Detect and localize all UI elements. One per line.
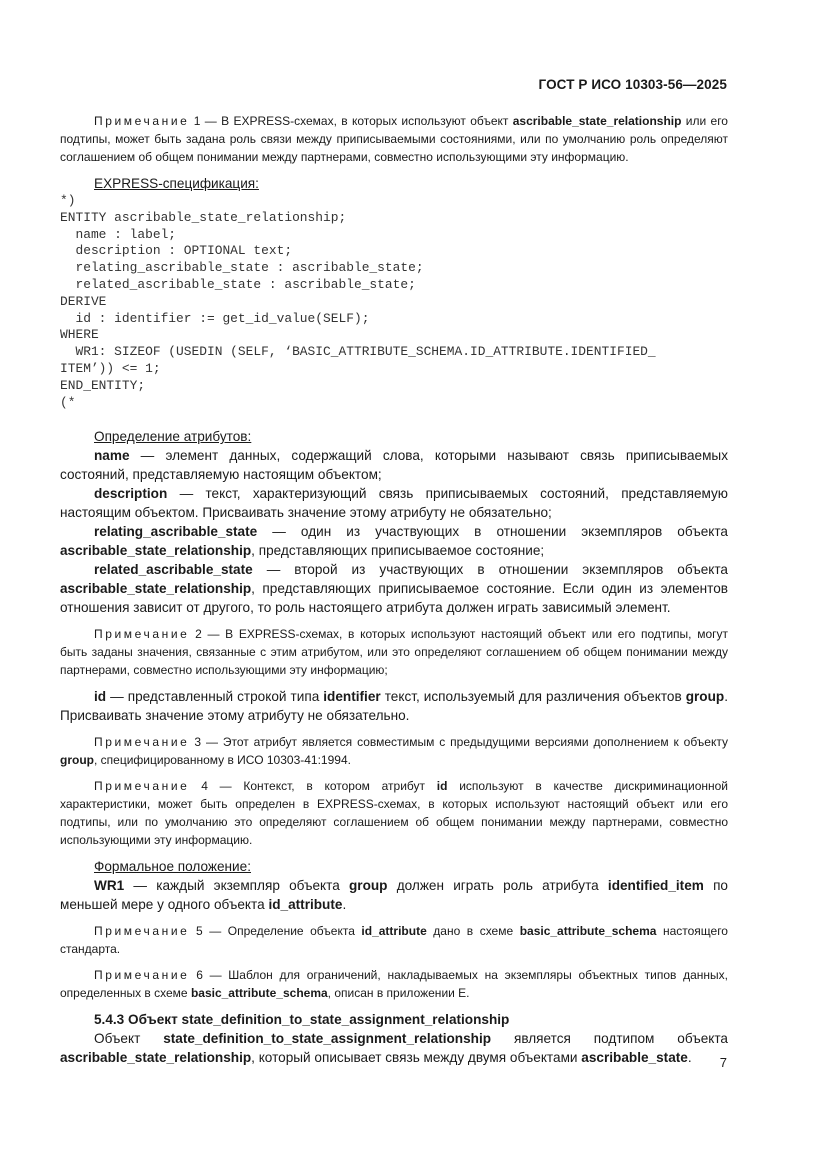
section-body: Объект state_definition_to_state_assignment_relationship является подтипом объекта ascribable_state_relationship, который описывает связь между двумя объектами ascribable_state. xyxy=(60,1031,728,1066)
section-title: 5.4.3 Объект state_definition_to_state_assignment_relationship xyxy=(94,1012,510,1028)
document-id-header: ГОСТ Р ИСО 10303-56—2025 xyxy=(538,77,727,92)
express-spec-heading: EXPRESS-спецификация: xyxy=(94,176,259,191)
attr-relating: relating_ascribable_state — один из участвующих в отношении экземпляров объекта ascribable_state_relationship, представляющих приписываемое состояние; xyxy=(60,524,728,559)
attr-related: related_ascribable_state — второй из участвующих в отношении экземпляров объекта ascribable_state_relationship, представляющих приписываемое состояние. Если один из элементов отношения зависит от другого, то роль настоящего атрибута должен играть зависимый элемент. xyxy=(60,562,728,616)
note-2: Примечание 2 — В EXPRESS-схемах, в которых используют настоящий объект или его подтипы, могут быть заданы значения, связанные с этим атрибутом, или это определяют соглашением об общем понимании между партнерами, совместно использующими эту информацию; xyxy=(60,627,728,678)
attr-name: name — элемент данных, содержащий слова, которыми называют связь приписываемых состояний, представляемую настоящим объектом; xyxy=(60,448,728,483)
express-code-block: *) ENTITY ascribable_state_relationship; name : label; description : OPTIONAL text; relating_ascribable_state : ascribable_state; related_ascribable_state : ascribable_state; DERIVE id : identifier := get_id_value(SELF); WHERE WR1: SIZEOF (USEDIN (SELF, ‘BASIC_ATTRIBUTE_SCHEMA.ID_ATTRIBUTE.IDENTIFIED_ ITEM’)) <= 1; END_ENTITY; (* xyxy=(60,193,656,410)
note-label: Примечание xyxy=(94,735,190,750)
attr-description: description — текст, характеризующий связь приписываемых состояний, представляемую настоящим объектом. Присваивать значение этому атрибуту не обязательно; xyxy=(60,486,728,521)
formal-rule-wr1: WR1 — каждый экземпляр объекта group должен играть роль атрибута identified_item по меньшей мере у одного объекта id_attribute. xyxy=(60,878,728,913)
note-label: Примечание xyxy=(94,968,190,983)
formal-heading: Формальное положение: xyxy=(94,859,251,875)
note-6: Примечание 6 — Шаблон для ограничений, накладываемых на экземпляры объектных типов данных, определенных в схеме basic_attribute_schema, описан в приложении Е. xyxy=(60,968,728,1001)
note-5: Примечание 5 — Определение объекта id_attribute дано в схеме basic_attribute_schema настоящего стандарта. xyxy=(60,924,728,957)
note-label: Примечание xyxy=(94,779,190,794)
note-label: Примечание xyxy=(94,924,190,939)
note-3: Примечание 3 — Этот атрибут является совместимым с предыдущими версиями дополнением к объекту group, специфицированному в ИСО 10303-41:1994. xyxy=(60,735,728,768)
page-number: 7 xyxy=(719,1055,727,1070)
note-label: Примечание xyxy=(94,114,190,128)
attributes-heading: Определение атрибутов: xyxy=(94,429,252,445)
page-content xyxy=(60,112,728,1067)
note-label: Примечание xyxy=(94,627,190,642)
note-4: Примечание 4 — Контекст, в котором атрибут id используют в качестве дискриминационной характеристики, может быть определен в EXPRESS-схемах, в которых используют настоящий объект или его подтипы, или по умолчанию это определяют соглашением об общем понимании между партнерами, совместно использующими эту информацию. xyxy=(60,779,729,848)
attr-id: id — представленный строкой типа identifier текст, используемый для различения объектов group. Присваивать значение этому атрибуту не обязательно. xyxy=(60,689,728,724)
note-1: Примечание 1 — В EXPRESS-схемах, в которых используют объект ascribable_state_relationship или его подтипы, может быть задана роль связи между приписываемыми состояниями, или по умолчанию роль определяют соглашением об общем понимании между партнерами, совместно использующими эту информацию. xyxy=(60,114,728,164)
